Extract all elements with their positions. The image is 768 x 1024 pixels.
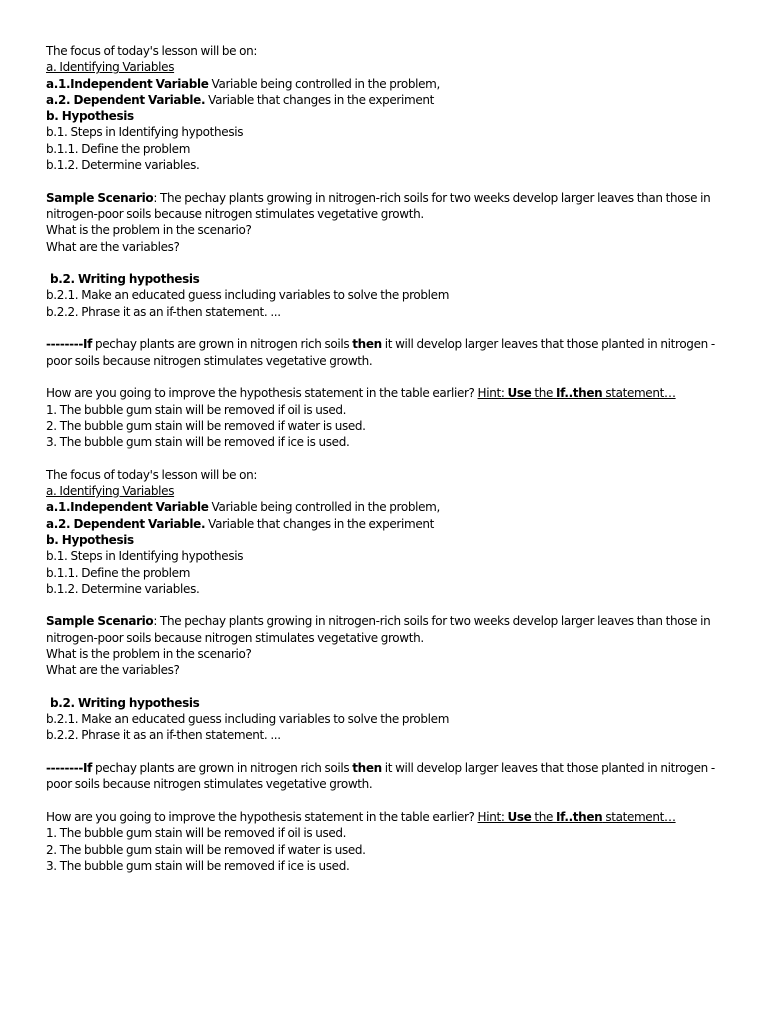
list-item: 1. The bubble gum stain will be removed if oil is used. (46, 826, 347, 841)
blank-line (46, 450, 736, 466)
blank-line (46, 173, 736, 189)
steps-heading: b.1. Steps in Identifying hypothesis (46, 125, 244, 140)
sample-scenario-text: : The pechay plants growing in nitrogen-rich soils for two weeks develop larger leaves than those in nitrogen-poor soils because nitrogen stimulates vegetative growth. (46, 190, 711, 221)
list-item: 3. The bubble gum stain will be removed if ice is used. (46, 435, 350, 450)
blank-line (46, 320, 736, 336)
lesson-section (46, 467, 736, 874)
dependent-variable-line (46, 92, 736, 108)
dependent-variable-label: a.2. Dependent Variable. (46, 516, 206, 531)
independent-variable-line (46, 499, 736, 515)
independent-variable-label: a.1.Independent Variable (46, 500, 209, 515)
sample-scenario-text: : The pechay plants growing in nitrogen-rich soils for two weeks develop larger leaves than those in nitrogen-poor soils because nitrogen stimulates vegetative growth. (46, 614, 711, 645)
list-item: 2. The bubble gum stain will be removed if water is used. (46, 418, 366, 433)
identifying-variables-text: a. Identifying Variables (46, 60, 175, 75)
writing-hypothesis-heading-text: b.2. Writing hypothesis (50, 695, 200, 710)
writing-hypothesis-heading-text: b.2. Writing hypothesis (50, 272, 200, 287)
example-if: If (83, 761, 93, 776)
blank-line (46, 369, 736, 385)
question-variables: What are the variables? (46, 663, 180, 678)
hint-prefix: Hint: (477, 386, 508, 401)
dependent-variable-text: Variable that changes in the experiment (205, 92, 434, 107)
list-item: 2. The bubble gum stain will be removed if water is used. (46, 842, 366, 857)
hypothesis-heading (46, 532, 736, 548)
improve-question-line (46, 385, 736, 401)
hint-if-then: If..then (556, 386, 603, 401)
question-problem: What is the problem in the scenario? (46, 646, 252, 661)
hint-if-then: If..then (556, 809, 603, 824)
identifying-variables-heading (46, 483, 736, 499)
steps-heading: b.1. Steps in Identifying hypothesis (46, 549, 244, 564)
blank-line (46, 255, 736, 271)
blank-line (46, 744, 736, 760)
writing-step-educated-guess: b.2.1. Make an educated guess including variables to solve the problem (46, 288, 450, 303)
step-define-problem: b.1.1. Define the problem (46, 565, 191, 580)
example-then: then (352, 761, 382, 776)
lesson-section (46, 43, 736, 450)
focus-intro: The focus of today's lesson will be on: (46, 467, 258, 482)
writing-step-if-then: b.2.2. Phrase it as an if-then statement. ... (46, 728, 281, 743)
hypothesis-heading-text: b. Hypothesis (46, 109, 134, 124)
list-item: 1. The bubble gum stain will be removed if oil is used. (46, 402, 347, 417)
list-item: 3. The bubble gum stain will be removed if ice is used. (46, 858, 350, 873)
example-middle: pechay plants are grown in nitrogen rich soils (92, 337, 353, 352)
example-middle: pechay plants are grown in nitrogen rich soils (92, 761, 353, 776)
document-page (46, 43, 736, 874)
identifying-variables-text: a. Identifying Variables (46, 484, 175, 499)
independent-variable-text: Variable being controlled in the problem, (208, 500, 440, 515)
question-problem: What is the problem in the scenario? (46, 223, 252, 238)
hint-use: Use (507, 809, 532, 824)
example-end: it will develop larger leaves that those planted in nitrogen -poor soils because nitrogen stimulates vegetative growth. (46, 761, 715, 792)
sample-scenario-label: Sample Scenario (46, 614, 154, 629)
dependent-variable-text: Variable that changes in the experiment (205, 516, 434, 531)
writing-hypothesis-heading (46, 271, 736, 287)
independent-variable-line (46, 76, 736, 92)
writing-hypothesis-heading (46, 695, 736, 711)
example-end: it will develop larger leaves that those planted in nitrogen -poor soils because nitrogen stimulates vegetative growth. (46, 337, 715, 368)
hypothesis-heading-text: b. Hypothesis (46, 532, 134, 547)
step-determine-variables: b.1.2. Determine variables. (46, 581, 200, 596)
hypothesis-heading (46, 108, 736, 124)
example-if: If (83, 337, 93, 352)
writing-step-if-then: b.2.2. Phrase it as an if-then statement. ... (46, 304, 281, 319)
dependent-variable-line (46, 516, 736, 532)
blank-line (46, 597, 736, 613)
improve-question: How are you going to improve the hypothesis statement in the table earlier? (46, 386, 478, 401)
improve-question-line (46, 809, 736, 825)
hint-prefix: Hint: (477, 809, 508, 824)
independent-variable-text: Variable being controlled in the problem, (208, 76, 440, 91)
independent-variable-label: a.1.Independent Variable (46, 76, 209, 91)
step-define-problem: b.1.1. Define the problem (46, 141, 191, 156)
blank-line (46, 793, 736, 809)
identifying-variables-heading (46, 59, 736, 75)
hint-the: the (531, 386, 557, 401)
dependent-variable-label: a.2. Dependent Variable. (46, 92, 206, 107)
blank-line (46, 679, 736, 695)
hypothesis-example (46, 760, 736, 793)
hypothesis-example (46, 336, 736, 369)
sample-scenario-label: Sample Scenario (46, 190, 154, 205)
hint-suffix: statement… (602, 809, 676, 824)
hint (478, 810, 676, 824)
hint (478, 386, 676, 400)
writing-step-educated-guess: b.2.1. Make an educated guess including variables to solve the problem (46, 712, 450, 727)
example-then: then (352, 337, 382, 352)
improve-question: How are you going to improve the hypothesis statement in the table earlier? (46, 809, 478, 824)
hint-use: Use (507, 386, 532, 401)
question-variables: What are the variables? (46, 239, 180, 254)
sample-scenario (46, 613, 736, 646)
hint-the: the (531, 809, 557, 824)
example-dashes: -------- (46, 337, 84, 352)
example-dashes: -------- (46, 761, 84, 776)
sample-scenario (46, 190, 736, 223)
step-determine-variables: b.1.2. Determine variables. (46, 158, 200, 173)
focus-intro: The focus of today's lesson will be on: (46, 44, 258, 58)
hint-suffix: statement… (602, 386, 676, 401)
